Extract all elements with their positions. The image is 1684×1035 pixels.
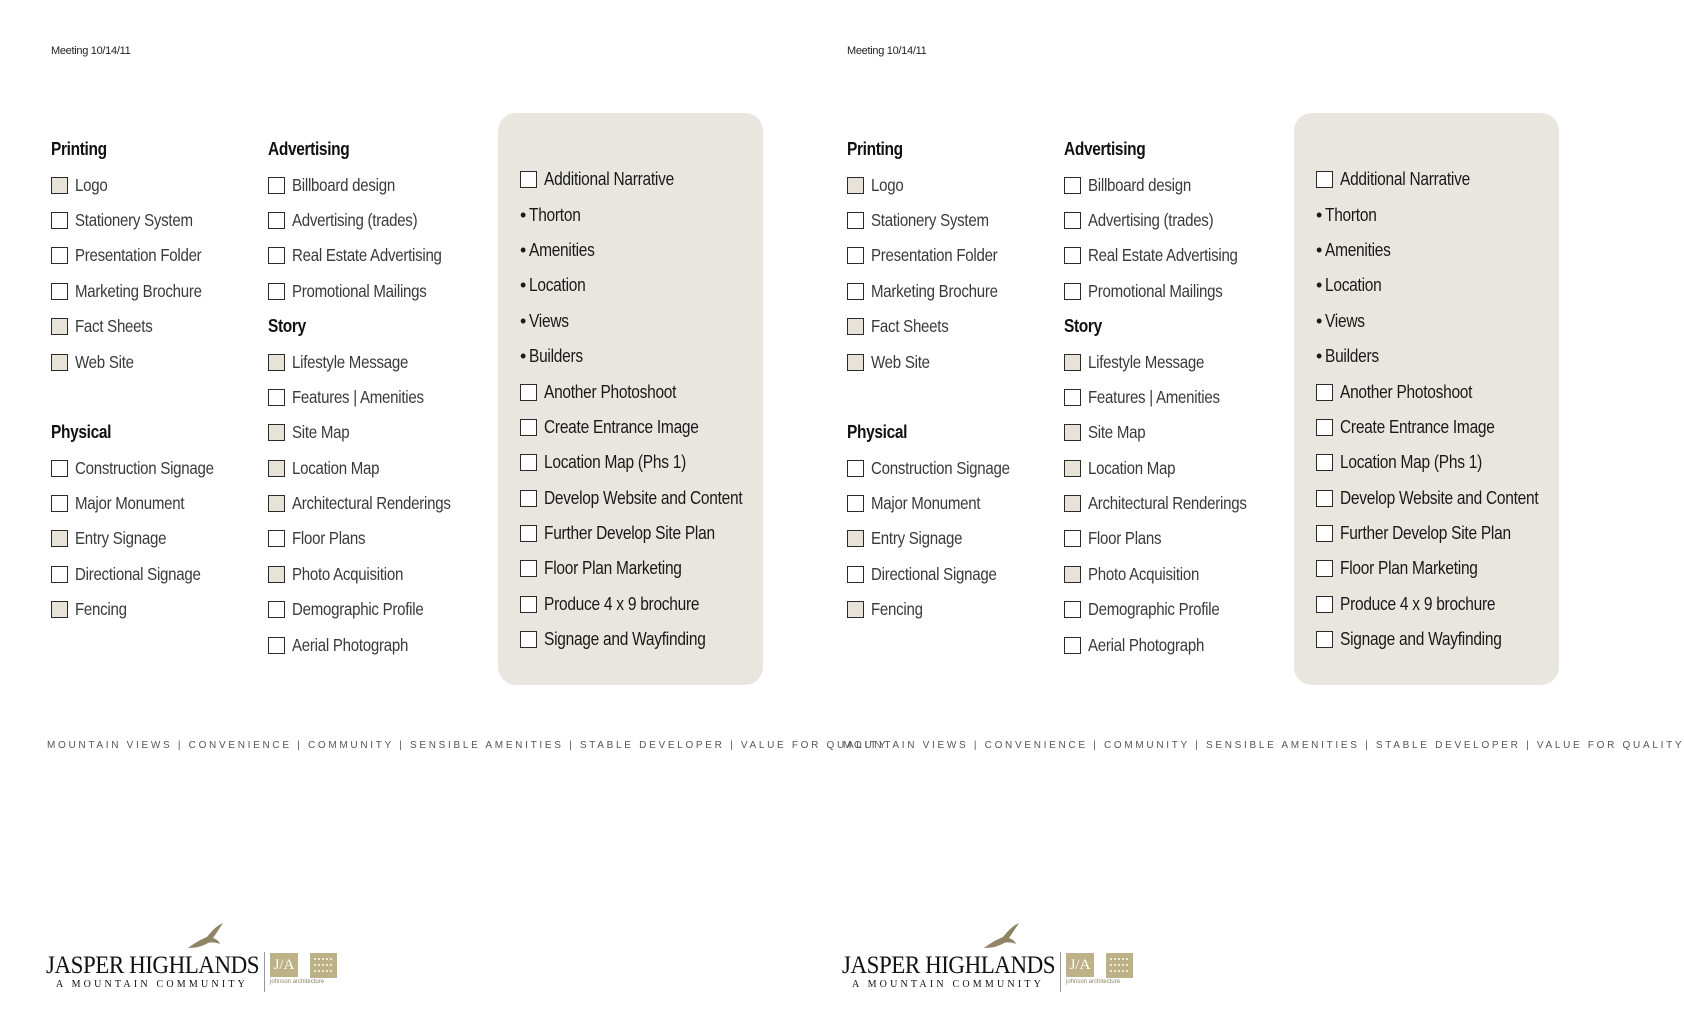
bullet-icon: • bbox=[520, 275, 527, 296]
checkbox[interactable] bbox=[847, 247, 864, 264]
meeting-date: Meeting 10/14/11 bbox=[847, 45, 927, 57]
bullet-item bbox=[520, 268, 760, 303]
checkbox[interactable] bbox=[520, 384, 537, 401]
checklist-item[interactable] bbox=[1064, 557, 1289, 592]
item-label: Floor Plans bbox=[1088, 528, 1162, 549]
item-label: Directional Signage bbox=[75, 563, 201, 584]
checklist-item[interactable] bbox=[847, 203, 1057, 238]
item-label: Billboard design bbox=[292, 174, 395, 195]
item-label: Directional Signage bbox=[871, 563, 997, 584]
item-label: Demographic Profile bbox=[1088, 599, 1220, 620]
action-item[interactable] bbox=[520, 162, 760, 197]
meeting-date: Meeting 10/14/11 bbox=[51, 45, 131, 57]
checkbox[interactable] bbox=[51, 212, 68, 229]
item-label: Location Map (Phs 1) bbox=[544, 452, 686, 473]
ja-monogram: J/A bbox=[1066, 953, 1094, 977]
checkbox[interactable] bbox=[51, 354, 68, 371]
item-label: Stationery System bbox=[871, 209, 989, 230]
item-label: Architectural Renderings bbox=[1088, 493, 1247, 514]
checkbox[interactable] bbox=[1316, 454, 1333, 471]
checkbox[interactable] bbox=[51, 318, 68, 335]
checkbox[interactable] bbox=[847, 601, 864, 618]
checkbox[interactable] bbox=[268, 637, 285, 654]
item-label: Logo bbox=[871, 174, 904, 195]
item-label: Another Photoshoot bbox=[544, 381, 677, 402]
action-item[interactable] bbox=[1316, 481, 1556, 516]
item-label: Web Site bbox=[871, 351, 930, 372]
item-label: Presentation Folder bbox=[75, 245, 202, 266]
item-label: Aerial Photograph bbox=[1088, 634, 1205, 655]
item-label: Site Map bbox=[292, 422, 350, 443]
item-label: Real Estate Advertising bbox=[292, 245, 442, 266]
item-label: Builders bbox=[529, 346, 584, 367]
logo-subtitle: A MOUNTAIN COMMUNITY bbox=[852, 979, 1045, 990]
checklist-item[interactable] bbox=[268, 627, 493, 662]
item-label: Advertising (trades) bbox=[1088, 209, 1214, 230]
checklist-item[interactable] bbox=[847, 238, 1057, 273]
item-label: Advertising (trades) bbox=[292, 209, 418, 230]
item-label: Logo bbox=[75, 174, 108, 195]
checkbox[interactable] bbox=[520, 596, 537, 613]
action-item[interactable] bbox=[520, 587, 760, 622]
checklist-item[interactable] bbox=[1064, 521, 1289, 556]
checkbox[interactable] bbox=[51, 601, 68, 618]
action-item[interactable] bbox=[520, 410, 760, 445]
checkbox[interactable] bbox=[1064, 495, 1081, 512]
checklist-item[interactable] bbox=[51, 274, 261, 309]
item-label: Floor Plan Marketing bbox=[544, 558, 682, 579]
bullet-item bbox=[520, 197, 760, 232]
checkbox[interactable] bbox=[847, 318, 864, 335]
item-label: Another Photoshoot bbox=[1340, 381, 1473, 402]
action-item[interactable] bbox=[1316, 587, 1556, 622]
item-label: Aerial Photograph bbox=[292, 634, 409, 655]
item-label: Further Develop Site Plan bbox=[1340, 523, 1511, 544]
johnson-architecture-logo bbox=[270, 953, 325, 991]
action-item[interactable] bbox=[520, 374, 760, 409]
item-label: Views bbox=[1325, 310, 1366, 331]
item-label: Thorton bbox=[529, 204, 581, 225]
item-label: Construction Signage bbox=[75, 457, 214, 478]
checkbox[interactable] bbox=[1316, 384, 1333, 401]
checkbox[interactable] bbox=[268, 212, 285, 229]
checklist-item[interactable] bbox=[268, 344, 493, 379]
action-item[interactable] bbox=[520, 551, 760, 586]
tagline: MOUNTAIN VIEWS | CONVENIENCE | COMMUNITY | SENSIBLE AMENITIES | STABLE DEVELOPER | VALUE FOR QUALITY bbox=[47, 740, 889, 751]
item-label: Features | Amenities bbox=[292, 386, 424, 407]
checklist-item[interactable] bbox=[847, 557, 1057, 592]
spacer bbox=[51, 380, 261, 415]
checkbox[interactable] bbox=[1064, 460, 1081, 477]
item-label: Create Entrance Image bbox=[1340, 416, 1495, 437]
checkbox[interactable] bbox=[1064, 637, 1081, 654]
checklist-item[interactable] bbox=[1064, 344, 1289, 379]
checklist-item[interactable] bbox=[268, 415, 493, 450]
item-label: Produce 4 x 9 brochure bbox=[544, 593, 700, 614]
checklist-item[interactable] bbox=[51, 557, 261, 592]
item-label: Further Develop Site Plan bbox=[544, 523, 715, 544]
section-heading-physical: Physical bbox=[51, 422, 112, 443]
checklist-item[interactable] bbox=[1064, 274, 1289, 309]
checklist-item[interactable] bbox=[268, 592, 493, 627]
logo-divider bbox=[264, 952, 265, 992]
checklist-item[interactable] bbox=[1064, 380, 1289, 415]
item-label: Produce 4 x 9 brochure bbox=[1340, 593, 1496, 614]
checkbox[interactable] bbox=[1064, 247, 1081, 264]
item-label: Additional Narrative bbox=[544, 169, 674, 190]
action-item[interactable] bbox=[1316, 445, 1556, 480]
checkbox[interactable] bbox=[847, 495, 864, 512]
checklist-item[interactable] bbox=[51, 167, 261, 202]
checklist-item[interactable] bbox=[1064, 415, 1289, 450]
bullet-icon: • bbox=[1316, 204, 1323, 225]
checkbox[interactable] bbox=[51, 530, 68, 547]
checkbox[interactable] bbox=[1064, 530, 1081, 547]
page-right bbox=[796, 0, 1684, 1035]
checkbox[interactable] bbox=[1064, 566, 1081, 583]
action-items-panel bbox=[498, 113, 763, 685]
checkbox[interactable] bbox=[1064, 601, 1081, 618]
item-label: Amenities bbox=[529, 239, 595, 260]
checkbox[interactable] bbox=[1064, 354, 1081, 371]
action-items-list bbox=[520, 162, 760, 657]
action-item[interactable] bbox=[520, 445, 760, 480]
item-label: Stationery System bbox=[75, 209, 193, 230]
section-heading-story: Story bbox=[268, 316, 306, 337]
checklist-item[interactable] bbox=[268, 274, 493, 309]
logo-subtitle: A MOUNTAIN COMMUNITY bbox=[56, 979, 249, 990]
column-printing-physical bbox=[51, 132, 261, 627]
section-heading-printing: Printing bbox=[847, 139, 903, 160]
bullet-icon: • bbox=[1316, 310, 1323, 331]
checklist-item[interactable] bbox=[51, 238, 261, 273]
item-label: Marketing Brochure bbox=[75, 280, 202, 301]
checklist-item[interactable] bbox=[268, 380, 493, 415]
bullet-item bbox=[1316, 197, 1556, 232]
checklist-item[interactable] bbox=[268, 486, 493, 521]
checklist-item[interactable] bbox=[51, 592, 261, 627]
checkbox[interactable] bbox=[1064, 389, 1081, 406]
spacer bbox=[847, 380, 1057, 415]
checkbox[interactable] bbox=[268, 530, 285, 547]
checkbox[interactable] bbox=[847, 283, 864, 300]
checklist-item[interactable] bbox=[847, 274, 1057, 309]
checkbox[interactable] bbox=[268, 566, 285, 583]
logo-divider bbox=[1060, 952, 1061, 992]
checkbox[interactable] bbox=[268, 283, 285, 300]
item-label: Signage and Wayfinding bbox=[544, 629, 706, 650]
hawk-icon bbox=[982, 922, 1022, 954]
action-item[interactable] bbox=[1316, 410, 1556, 445]
bullet-icon: • bbox=[520, 310, 527, 331]
grid-logo-icon bbox=[310, 953, 337, 978]
checklist-item[interactable] bbox=[268, 521, 493, 556]
checkbox[interactable] bbox=[51, 283, 68, 300]
ja-wordmark: johnson architecture bbox=[270, 979, 325, 985]
item-label: Location bbox=[1325, 275, 1382, 296]
checkbox[interactable] bbox=[268, 389, 285, 406]
checklist-item[interactable] bbox=[847, 592, 1057, 627]
item-label: Real Estate Advertising bbox=[1088, 245, 1238, 266]
checkbox[interactable] bbox=[520, 419, 537, 436]
checkbox[interactable] bbox=[51, 566, 68, 583]
item-label: Photo Acquisition bbox=[1088, 563, 1200, 584]
bullet-icon: • bbox=[1316, 275, 1323, 296]
checkbox[interactable] bbox=[1064, 424, 1081, 441]
checkbox[interactable] bbox=[51, 495, 68, 512]
checkbox[interactable] bbox=[520, 490, 537, 507]
section-heading-advertising: Advertising bbox=[268, 139, 350, 160]
checklist-item[interactable] bbox=[51, 521, 261, 556]
checkbox[interactable] bbox=[1316, 419, 1333, 436]
bullet-item bbox=[1316, 233, 1556, 268]
item-label: Develop Website and Content bbox=[1340, 487, 1539, 508]
item-label: Thorton bbox=[1325, 204, 1377, 225]
checkbox[interactable] bbox=[51, 177, 68, 194]
bullet-icon: • bbox=[520, 239, 527, 260]
checkbox[interactable] bbox=[1064, 212, 1081, 229]
section-heading-physical: Physical bbox=[847, 422, 908, 443]
checklist-item[interactable] bbox=[51, 486, 261, 521]
item-label: Location Map bbox=[292, 457, 380, 478]
item-label: Photo Acquisition bbox=[292, 563, 404, 584]
column-printing-physical bbox=[847, 132, 1057, 627]
checklist-item[interactable] bbox=[847, 451, 1057, 486]
item-label: Construction Signage bbox=[871, 457, 1010, 478]
item-label: Fact Sheets bbox=[75, 316, 153, 337]
item-label: Billboard design bbox=[1088, 174, 1191, 195]
item-label: Create Entrance Image bbox=[544, 416, 699, 437]
checklist-item[interactable] bbox=[268, 167, 493, 202]
checklist-item[interactable] bbox=[268, 451, 493, 486]
checkbox[interactable] bbox=[520, 525, 537, 542]
bullet-item bbox=[520, 233, 760, 268]
grid-logo-icon bbox=[1106, 953, 1133, 978]
item-label: Location Map (Phs 1) bbox=[1340, 452, 1482, 473]
column-advertising-story bbox=[268, 132, 493, 663]
bullet-icon: • bbox=[520, 346, 527, 367]
checkbox[interactable] bbox=[1064, 177, 1081, 194]
checkbox[interactable] bbox=[1316, 525, 1333, 542]
checklist-item[interactable] bbox=[1064, 486, 1289, 521]
checkbox[interactable] bbox=[847, 566, 864, 583]
column-advertising-story bbox=[1064, 132, 1289, 663]
action-item[interactable] bbox=[1316, 374, 1556, 409]
item-label: Location Map bbox=[1088, 457, 1176, 478]
item-label: Entry Signage bbox=[871, 528, 963, 549]
item-label: Signage and Wayfinding bbox=[1340, 629, 1502, 650]
section-heading-advertising: Advertising bbox=[1064, 139, 1146, 160]
item-label: Features | Amenities bbox=[1088, 386, 1220, 407]
checklist-item[interactable] bbox=[51, 309, 261, 344]
checkbox[interactable] bbox=[268, 495, 285, 512]
action-items-list bbox=[1316, 162, 1556, 657]
checkbox[interactable] bbox=[847, 460, 864, 477]
checklist-item[interactable] bbox=[51, 344, 261, 379]
item-label: Additional Narrative bbox=[1340, 169, 1470, 190]
item-label: Lifestyle Message bbox=[1088, 351, 1205, 372]
jasper-highlands-logo bbox=[46, 922, 346, 994]
bullet-item bbox=[1316, 304, 1556, 339]
item-label: Marketing Brochure bbox=[871, 280, 998, 301]
checkbox[interactable] bbox=[1316, 490, 1333, 507]
bullet-item bbox=[520, 339, 760, 374]
action-item[interactable] bbox=[520, 622, 760, 657]
ja-wordmark: johnson architecture bbox=[1066, 979, 1121, 985]
checklist-item[interactable] bbox=[51, 451, 261, 486]
bullet-item bbox=[1316, 268, 1556, 303]
ja-monogram: J/A bbox=[270, 953, 298, 977]
item-label: Location bbox=[529, 275, 586, 296]
item-label: Major Monument bbox=[75, 493, 185, 514]
checklist-item[interactable] bbox=[847, 344, 1057, 379]
checkbox[interactable] bbox=[847, 530, 864, 547]
checkbox[interactable] bbox=[268, 354, 285, 371]
checkbox[interactable] bbox=[268, 424, 285, 441]
checkbox[interactable] bbox=[268, 460, 285, 477]
item-label: Amenities bbox=[1325, 239, 1391, 260]
action-item[interactable] bbox=[1316, 516, 1556, 551]
item-label: Architectural Renderings bbox=[292, 493, 451, 514]
checkbox[interactable] bbox=[847, 354, 864, 371]
checklist-item[interactable] bbox=[268, 238, 493, 273]
checkbox[interactable] bbox=[51, 247, 68, 264]
checkbox[interactable] bbox=[51, 460, 68, 477]
checkbox[interactable] bbox=[1316, 596, 1333, 613]
checkbox[interactable] bbox=[520, 560, 537, 577]
item-label: Web Site bbox=[75, 351, 134, 372]
item-label: Lifestyle Message bbox=[292, 351, 409, 372]
item-label: Floor Plan Marketing bbox=[1340, 558, 1478, 579]
item-label: Major Monument bbox=[871, 493, 981, 514]
bullet-icon: • bbox=[520, 204, 527, 225]
checkbox[interactable] bbox=[520, 454, 537, 471]
checklist-item[interactable] bbox=[1064, 238, 1289, 273]
section-heading-printing: Printing bbox=[51, 139, 107, 160]
checkbox[interactable] bbox=[520, 171, 537, 188]
checklist-item[interactable] bbox=[1064, 627, 1289, 662]
checkbox[interactable] bbox=[1316, 560, 1333, 577]
checkbox[interactable] bbox=[268, 247, 285, 264]
bullet-item bbox=[520, 304, 760, 339]
logo-brand-text: JASPER HIGHLANDS bbox=[46, 952, 260, 979]
bullet-icon: • bbox=[1316, 239, 1323, 260]
action-item[interactable] bbox=[1316, 162, 1556, 197]
checkbox[interactable] bbox=[520, 631, 537, 648]
checkbox[interactable] bbox=[1316, 171, 1333, 188]
checklist-item[interactable] bbox=[1064, 451, 1289, 486]
item-label: Presentation Folder bbox=[871, 245, 998, 266]
bullet-icon: • bbox=[1316, 346, 1323, 367]
item-label: Views bbox=[529, 310, 570, 331]
bullet-item bbox=[1316, 339, 1556, 374]
logo-brand-text: JASPER HIGHLANDS bbox=[842, 952, 1056, 979]
checklist-item[interactable] bbox=[847, 486, 1057, 521]
item-label: Fencing bbox=[871, 599, 923, 620]
item-label: Fencing bbox=[75, 599, 127, 620]
checklist-item[interactable] bbox=[847, 309, 1057, 344]
item-label: Floor Plans bbox=[292, 528, 366, 549]
checkbox[interactable] bbox=[268, 177, 285, 194]
tagline: MOUNTAIN VIEWS | CONVENIENCE | COMMUNITY | SENSIBLE AMENITIES | STABLE DEVELOPER | VALUE FOR QUALITY bbox=[843, 740, 1684, 751]
item-label: Promotional Mailings bbox=[1088, 280, 1223, 301]
action-item[interactable] bbox=[1316, 551, 1556, 586]
action-item[interactable] bbox=[520, 481, 760, 516]
checkbox[interactable] bbox=[847, 177, 864, 194]
item-label: Site Map bbox=[1088, 422, 1146, 443]
section-heading-story: Story bbox=[1064, 316, 1102, 337]
item-label: Demographic Profile bbox=[292, 599, 424, 620]
item-label: Fact Sheets bbox=[871, 316, 949, 337]
action-item[interactable] bbox=[1316, 622, 1556, 657]
item-label: Develop Website and Content bbox=[544, 487, 743, 508]
checklist-item[interactable] bbox=[268, 203, 493, 238]
item-label: Entry Signage bbox=[75, 528, 167, 549]
action-items-panel bbox=[1294, 113, 1559, 685]
checkbox[interactable] bbox=[268, 601, 285, 618]
hawk-icon bbox=[186, 922, 226, 954]
checklist-item[interactable] bbox=[847, 167, 1057, 202]
jasper-highlands-logo bbox=[842, 922, 1142, 994]
checklist-item[interactable] bbox=[1064, 203, 1289, 238]
checkbox[interactable] bbox=[1316, 631, 1333, 648]
johnson-architecture-logo bbox=[1066, 953, 1121, 991]
checkbox[interactable] bbox=[1064, 283, 1081, 300]
item-label: Promotional Mailings bbox=[292, 280, 427, 301]
checklist-item[interactable] bbox=[1064, 592, 1289, 627]
action-item[interactable] bbox=[520, 516, 760, 551]
checklist-item[interactable] bbox=[1064, 167, 1289, 202]
checklist-item[interactable] bbox=[268, 557, 493, 592]
item-label: Builders bbox=[1325, 346, 1380, 367]
checkbox[interactable] bbox=[847, 212, 864, 229]
checklist-item[interactable] bbox=[51, 203, 261, 238]
checklist-item[interactable] bbox=[847, 521, 1057, 556]
